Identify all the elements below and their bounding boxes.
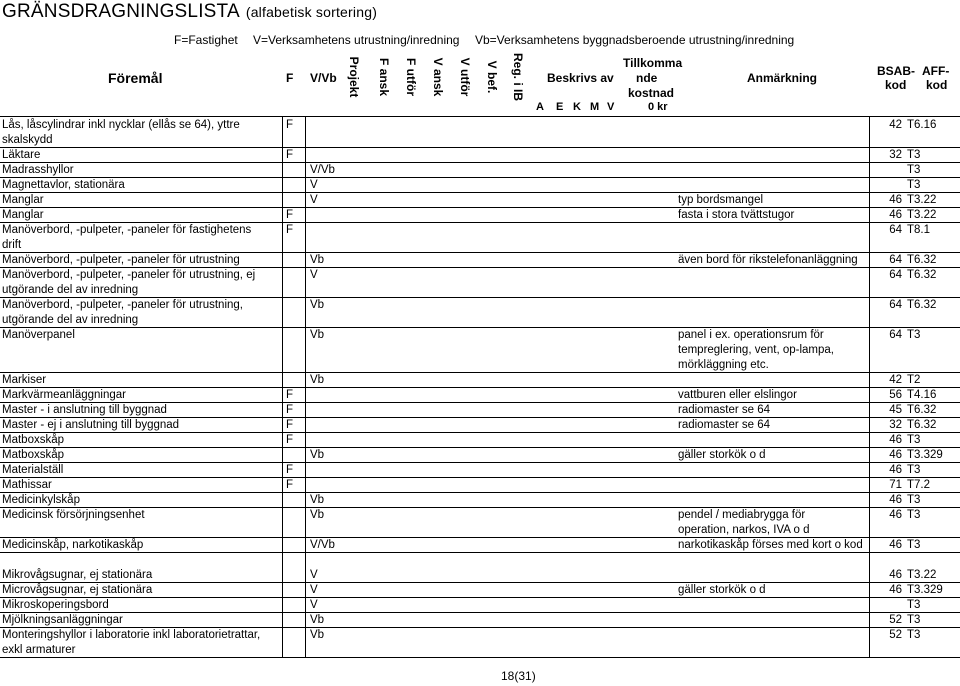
row-f: F [286,119,294,131]
row-aff: T3 [907,509,921,521]
row-vvb: V [310,269,318,281]
row-remark: fasta i stora tvättstugor [678,209,795,221]
page-number: 18(31) [501,669,536,683]
row-bsab: 71 [889,479,902,491]
row-item: Läktare [2,149,41,161]
subheader-m: M [590,101,600,113]
subheader-a: A [536,101,544,113]
row-remark: radiomaster se 64 [678,404,771,416]
row-vvb: Vb [310,629,325,641]
row-item: Medicinkylskåp [2,494,80,506]
row-vvb: V [310,194,318,206]
header-projekt: Projekt [347,56,361,98]
row-item: Master - i anslutning till byggnad [2,404,167,416]
row-aff: T3.329 [907,449,943,461]
row-aff: T3.22 [907,209,937,221]
title-subtitle: (alfabetisk sortering) [245,4,378,20]
row-vvb: Vb [310,374,325,386]
header-anmarkning: Anmärkning [747,71,818,85]
header-bsab-1: BSAB- [877,64,915,78]
row-bsab: 46 [889,584,902,596]
row-item: Markiser [2,374,47,386]
row-f: F [286,224,294,236]
row-bsab: 32 [889,419,902,431]
header-bsab-2: kod [885,78,907,92]
row-vvb: Vb [310,449,325,461]
row-item: Markvärmeanläggningar [2,389,127,401]
row-vvb: V [310,584,318,596]
row-bsab: 32 [889,149,902,161]
row-aff: T8.1 [907,224,931,236]
row-item: Materialställ [2,464,64,476]
row-item: Madrasshyllor [2,164,74,176]
row-item: Manglar [2,209,44,221]
header-regib: Reg. i IB [511,52,525,102]
row-vvb: Vb [310,254,325,266]
page-title [2,1,377,23]
row-aff: T6.32 [907,419,937,431]
header-vbef: V bef. [485,60,499,94]
header-foremal: Föremål [108,70,163,86]
row-vvb: V [310,179,318,191]
header-divider [0,116,960,117]
row-item: Matboxskåp [2,449,65,461]
row-bsab: 46 [889,194,902,206]
row-bsab: 46 [889,569,902,581]
row-vvb: V/Vb [310,164,335,176]
row-item: Microvågsugnar, ej stationära [2,584,153,596]
row-aff: T3 [907,539,921,551]
row-aff: T3 [907,599,921,611]
header-aff-2: kod [926,78,948,92]
row-item: Lås, låscylindrar inkl nycklar (ellås se 64), yttre skalskydd [2,119,240,146]
row-item: Medicinsk försörjningsenhet [2,509,145,521]
row-remark: gäller storkök o d [678,449,766,461]
row-aff: T3 [907,464,921,476]
row-remark: typ bordsmangel [678,194,764,206]
legend-verksamhet: V=Verksamhetens utrustning/inredning [253,33,460,47]
row-bsab: 46 [889,464,902,476]
row-bsab: 52 [889,629,902,641]
row-f: F [286,464,294,476]
row-aff: T3 [907,329,921,341]
row-divider [0,657,960,658]
row-item: Manöverbord, -pulpeter, -paneler för fastighetens drift [2,224,252,251]
row-f: F [286,149,294,161]
row-item: Manöverbord, -pulpeter, -paneler för utrustning [2,254,240,266]
row-item: Manöverbord, -pulpeter, -paneler för utrustning, utgörande del av inredning [2,299,243,326]
subheader-v: V [607,101,615,113]
row-bsab: 64 [889,269,902,281]
row-aff: T6.32 [907,254,937,266]
row-remark: pendel / mediabrygga för operation, narkos, IVA o d [678,509,810,536]
row-remark: gäller storkök o d [678,584,766,596]
row-bsab: 64 [889,224,902,236]
row-bsab: 64 [889,299,902,311]
row-aff: T6.32 [907,299,937,311]
row-f: F [286,404,294,416]
header-tillkommande-2: nde [636,71,658,85]
row-aff: T3 [907,494,921,506]
row-bsab: 46 [889,494,902,506]
row-item: Magnettavlor, stationära [2,179,125,191]
row-remark: panel i ex. operationsrum för tempreglering, vent, op-lampa, mörkläggning etc. [678,329,834,371]
row-aff: T6.32 [907,269,937,281]
header-beskrivs: Beskrivs av [547,71,614,85]
row-aff: T3 [907,434,921,446]
row-aff: T2 [907,374,921,386]
row-aff: T6.16 [907,119,937,131]
row-item: Manöverbord, -pulpeter, -paneler för utrustning, ej utgörande del av inredning [2,269,256,296]
subheader-e: E [556,101,564,113]
row-aff: T3 [907,629,921,641]
row-item: Matboxskåp [2,434,65,446]
row-aff: T6.32 [907,404,937,416]
row-remark: narkotikaskåp förses med kort o kod [678,539,863,551]
row-aff: T3 [907,179,921,191]
row-item: Medicinskåp, narkotikaskåp [2,539,144,551]
row-bsab: 46 [889,434,902,446]
header-vutfor: V utför [458,57,472,97]
row-aff: T4.16 [907,389,937,401]
row-item: Monteringshyllor i laboratorie inkl laboratorietrattar, exkl armaturer [2,629,261,656]
row-bsab: 46 [889,509,902,521]
row-bsab: 46 [889,449,902,461]
row-bsab: 64 [889,254,902,266]
header-vansk: V ansk [431,57,445,97]
row-aff: T3 [907,149,921,161]
row-aff: T3.22 [907,569,937,581]
header-futfor: F utför [404,58,418,96]
column-separator [282,116,283,657]
row-item: Manöverpanel [2,329,75,341]
row-vvb: V/Vb [310,539,335,551]
row-item: Master - ej i anslutning till byggnad [2,419,180,431]
column-separator [869,116,870,657]
header-vvb: V/Vb [310,71,337,85]
row-item: Mikroskoperingsbord [2,599,109,611]
row-vvb: Vb [310,509,325,521]
row-bsab: 45 [889,404,902,416]
row-bsab: 56 [889,389,902,401]
row-f: F [286,389,294,401]
header-f: F [286,71,294,85]
row-aff: T3 [907,164,921,176]
row-vvb: Vb [310,299,325,311]
row-f: F [286,419,294,431]
column-separator [305,116,306,657]
title-text: GRÄNSDRAGNINGSLISTA [2,1,240,22]
row-bsab: 42 [889,119,902,131]
row-divider [0,552,960,553]
row-vvb: Vb [310,614,325,626]
row-item: Manglar [2,194,44,206]
header-tillkommande-1: Tillkomma [623,56,683,70]
row-bsab: 42 [889,374,902,386]
legend-byggnadsberoende: Vb=Verksamhetens byggnadsberoende utrustning/inredning [475,33,795,47]
row-f: F [286,434,294,446]
row-vvb: Vb [310,329,325,341]
row-bsab: 52 [889,614,902,626]
row-aff: T3.22 [907,194,937,206]
row-bsab: 64 [889,329,902,341]
legend-fastighet: F=Fastighet [174,33,238,47]
header-aff-1: AFF- [922,64,950,78]
header-fansk: F ansk [377,57,391,97]
row-remark: vattburen eller elslingor [678,389,797,401]
subheader-kr: 0 kr [648,101,668,113]
subheader-k: K [573,101,581,113]
row-vvb: V [310,599,318,611]
row-remark: radiomaster se 64 [678,419,771,431]
row-aff: T3.329 [907,584,943,596]
header-tillkommande-3: kostnad [628,86,675,100]
row-item: Mjölkningsanläggningar [2,614,123,626]
row-bsab: 46 [889,539,902,551]
row-vvb: V [310,569,318,581]
row-f: F [286,479,294,491]
row-f: F [286,209,294,221]
row-item: Mikrovågsugnar, ej stationära [2,569,153,581]
row-aff: T3 [907,614,921,626]
row-aff: T7.2 [907,479,931,491]
row-remark: även bord för rikstelefonanläggning [678,254,858,266]
row-item: Mathissar [2,479,52,491]
row-vvb: Vb [310,494,325,506]
row-bsab: 46 [889,209,902,221]
